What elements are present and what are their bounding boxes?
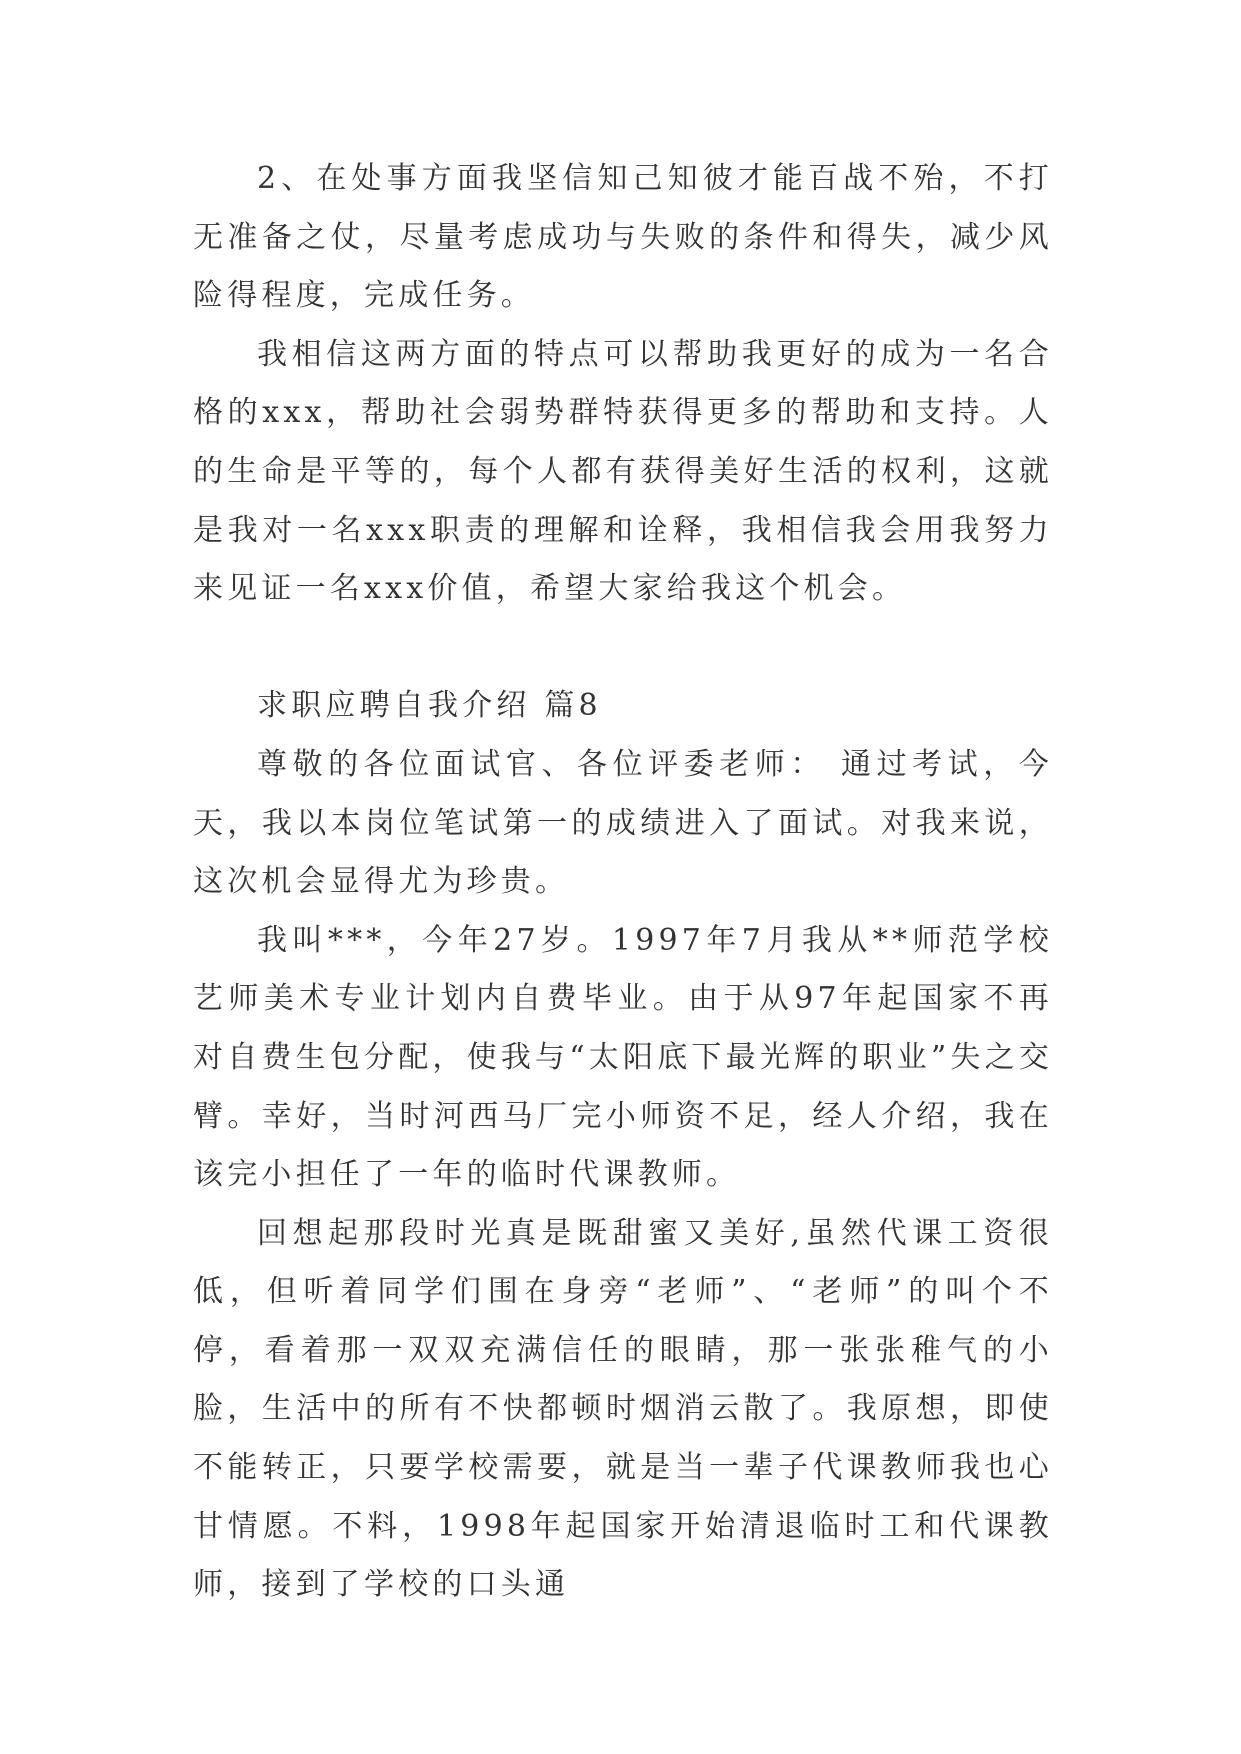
paragraph-handling-affairs: 2、在处事方面我坚信知己知彼才能百战不殆，不打无准备之仗，尽量考虑成功与失败的条件和得失，减少风险得程度，完成任务。 [193, 161, 1053, 314]
paragraph-belief: 我相信这两方面的特点可以帮助我更好的成为一名合格的xxx，帮助社会弱势群特获得更多的帮助和支持。人的生命是平等的，每个人都有获得美好生活的权利，这就是我对一名xxx职责的理解和诠释，我相信我会用我努力来见证一名xxx价值，希望大家给我这个机会。 [193, 336, 1053, 607]
paragraph-introduction: 我叫***，今年27岁。1997年7月我从**师范学校艺师美术专业计划内自费毕业。由于从97年起国家不再对自费生包分配，使我与“太阳底下最光辉的职业”失之交臂。幸好，当时河西马厂完小师资不足，经人介绍，我在该完小担任了一年的临时代课教师。 [193, 922, 1053, 1193]
section-heading: 求职应聘自我介绍 篇8 [257, 688, 602, 724]
section-spacer [193, 619, 1053, 678]
paragraph-recollection: 回想起那段时光真是既甜蜜又美好,虽然代课工资很低，但听着同学们围在身旁“老师”、“老师”的叫个不停，看着那一双双充满信任的眼睛，那一张张稚气的小脸，生活中的所有不快都顿时烟消云散了。我原想，即使不能转正，只要学校需要，就是当一辈子代课教师我也心甘情愿。不料，1998年起国家开始清退临时工和代课教师，接到了学校的口头通 [193, 1215, 1053, 1603]
document-body [193, 150, 1053, 1615]
paragraph-greeting: 尊敬的各位面试官、各位评委老师： 通过考试，今天，我以本岗位笔试第一的成绩进入了面试。对我来说，这次机会显得尤为珍贵。 [193, 746, 1053, 900]
